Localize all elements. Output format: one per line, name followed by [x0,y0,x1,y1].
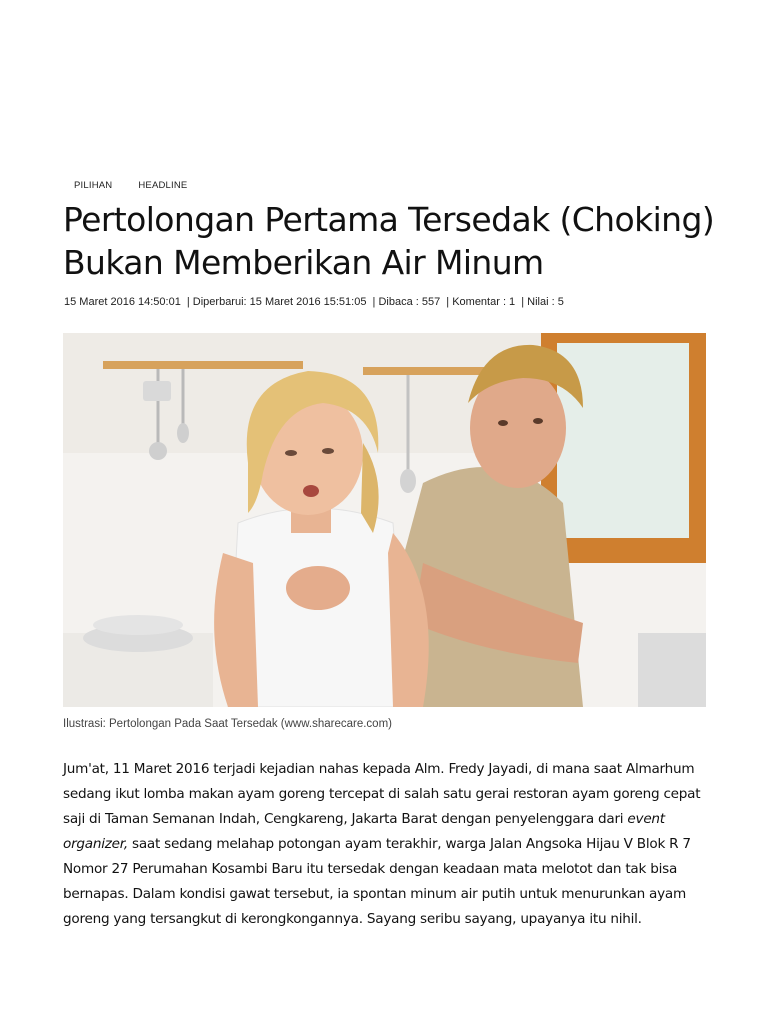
article-meta [64,296,567,308]
tag-pilihan[interactable]: PILIHAN [74,180,113,191]
paragraph-text-part-2: saat sedang melahap potongan ayam terakhir, warga Jalan Angsoka Hijau V Blok R 7 Nomor 27 Perumahan Kosambi Baru itu tersedak dengan keadaan mata melotot dan tak bisa bernapas. Dalam kondisi gawat tersebut, ia spontan minum air putih untuk menurunkan ayam goreng yang tersangkut di kerongkongannya. Sayang seribu sayang, upayanya itu nihil. [63,836,691,927]
published-date: 15 Maret 2016 14:50:01 [64,296,181,308]
tag-list [74,180,187,191]
paragraph-emphasis: event organizer, [63,811,665,852]
tag-headline[interactable]: HEADLINE [138,180,188,191]
article-title: Pertolongan Pertama Tersedak (Choking) Bukan Memberikan Air Minum [63,200,715,282]
read-count: | Dibaca : 557 [372,296,441,308]
choking-illustration [63,333,706,707]
updated-date: | Diperbarui: 15 Maret 2016 15:51:05 [186,296,367,308]
rating-value: | Nilai : 5 [521,296,564,308]
hero-image [63,333,706,707]
image-caption: Ilustrasi: Pertolongan Pada Saat Tersedak (www.sharecare.com) [63,718,392,730]
comment-count[interactable]: | Komentar : 1 [446,296,516,308]
paragraph-text-part-1: Jum'at, 11 Maret 2016 terjadi kejadian nahas kepada Alm. Fredy Jayadi, di mana saat Almarhum sedang ikut lomba makan ayam goreng tercepat di salah satu gerai restoran ayam goreng cepat saji di Taman Semanan Indah, Cengkareng, Jakarta Barat dengan penyelenggara dari [63,761,701,827]
article-paragraph [63,757,713,932]
